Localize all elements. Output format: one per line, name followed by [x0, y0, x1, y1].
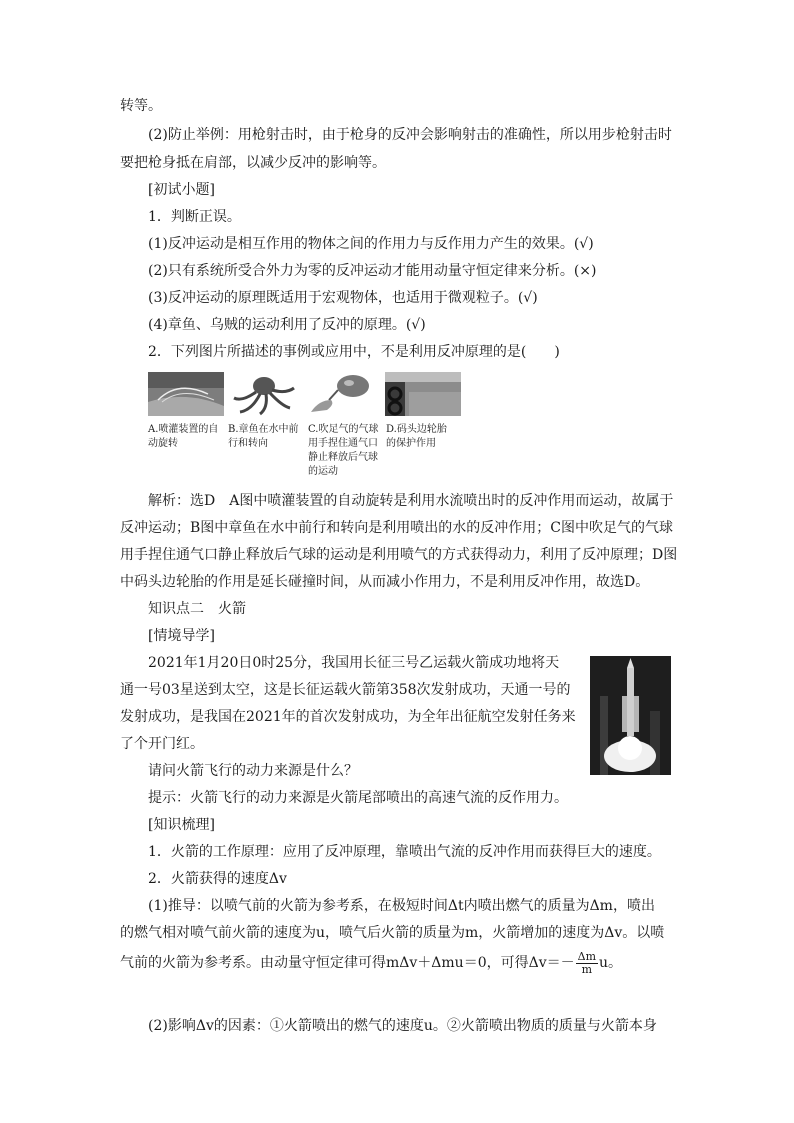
- question-title: 2．下列图片所描述的事例或应用中，不是利用反冲原理的是( ): [148, 344, 560, 360]
- rocket-launch-photo: [590, 656, 671, 775]
- analysis-text: 中码头边轮胎的作用是延长碰撞时间，从而减小作用力，不是利用反冲作用，故选D。: [120, 574, 650, 590]
- text-line: (2)防止举例：用枪射击时，由于枪身的反冲会影响射击的准确性，所以用步枪射击时: [148, 127, 672, 143]
- formula-suffix: u。: [599, 955, 623, 971]
- text-line: 要把枪身抵在肩部，以减少反冲的影响等。: [120, 155, 386, 171]
- figure-caption-d: D.码头边轮胎的保护作用: [386, 424, 447, 449]
- judgment-item: (3)反冲运动的原理既适用于宏观物体，也适用于微观粒子。(√): [148, 290, 538, 306]
- formula-prefix: 气前的火箭为参考系。由动量守恒定律可得mΔv＋Δmu＝0，可得Δv＝－: [120, 955, 575, 971]
- knowledge-item: 2．火箭获得的速度Δv: [148, 871, 287, 887]
- dock-tire-image: [385, 372, 461, 416]
- text-line: 转等。: [120, 98, 162, 114]
- derivation-text: (2)影响Δv的因素：①火箭喷出的燃气的速度u。②火箭喷出物质的质量与火箭本身: [148, 1018, 657, 1034]
- section-heading: 知识点二 火箭: [148, 601, 246, 617]
- fraction: [576, 951, 598, 976]
- balloon-image: [305, 372, 381, 416]
- fraction-numerator: Δm: [577, 949, 596, 963]
- analysis-text: 解析：选D A图中喷灌装置的自动旋转是利用水流喷出时的反冲作用而运动，故属于: [148, 493, 674, 509]
- derivation-text: (1)推导：以喷气前的火箭为参考系，在极短时间Δt内喷出燃气的质量为Δm，喷出: [148, 898, 655, 914]
- derivation-text: 的燃气相对喷气前火箭的速度为u，喷气后火箭的质量为m，火箭增加的速度为Δv。以喷: [120, 925, 665, 941]
- question-title: 1．判断正误。: [148, 209, 241, 225]
- analysis-text: 反冲运动；B图中章鱼在水中前行和转向是利用喷出的水的反冲作用；C图中吹足气的气球: [120, 520, 673, 536]
- scenario-text: 通一号03星送到太空，这是长征运载火箭第358次发射成功，天通一号的: [120, 682, 571, 698]
- hint-text: 提示：火箭飞行的动力来源是火箭尾部喷出的高速气流的反作用力。: [148, 790, 568, 806]
- analysis-text: 用手捏住通气口静止释放后气球的运动是利用喷气的方式获得动力，利用了反冲原理；D图: [120, 547, 678, 563]
- section-heading: [知识梳理]: [148, 817, 215, 833]
- judgment-item: (2)只有系统所受合外力为零的反冲运动才能用动量守恒定律来分析。(×): [148, 263, 597, 279]
- question-text: 请问火箭飞行的动力来源是什么？: [148, 763, 358, 779]
- figure-caption-a: A.喷灌装置的自动旋转: [148, 424, 219, 449]
- section-heading: [初试小题]: [148, 182, 215, 198]
- scenario-text: 发射成功，是我国在2021年的首次发射成功，为全年出征航空发射任务来: [120, 709, 576, 725]
- section-heading: [情境导学]: [148, 628, 215, 644]
- formula-line: [120, 950, 622, 976]
- octopus-image: [224, 372, 300, 416]
- fraction-denominator: m: [581, 962, 593, 976]
- figure-caption-b: B.章鱼在水中前行和转向: [228, 424, 299, 449]
- scenario-text: 2021年1月20日0时25分，我国用长征三号乙运载火箭成功地将天: [148, 655, 560, 671]
- knowledge-item: 1．火箭的工作原理：应用了反冲原理，靠喷出气流的反冲作用而获得巨大的速度。: [148, 844, 661, 860]
- judgment-item: (4)章鱼、乌贼的运动利用了反冲的原理。(√): [148, 317, 426, 333]
- judgment-item: (1)反冲运动是相互作用的物体之间的作用力与反作用力产生的效果。(√): [148, 236, 594, 252]
- sprinkler-image: [148, 372, 224, 416]
- scenario-text: 了个开门红。: [120, 736, 204, 752]
- figure-caption-c: C.吹足气的气球用手捏住通气口静止释放后气球的运动: [308, 424, 379, 477]
